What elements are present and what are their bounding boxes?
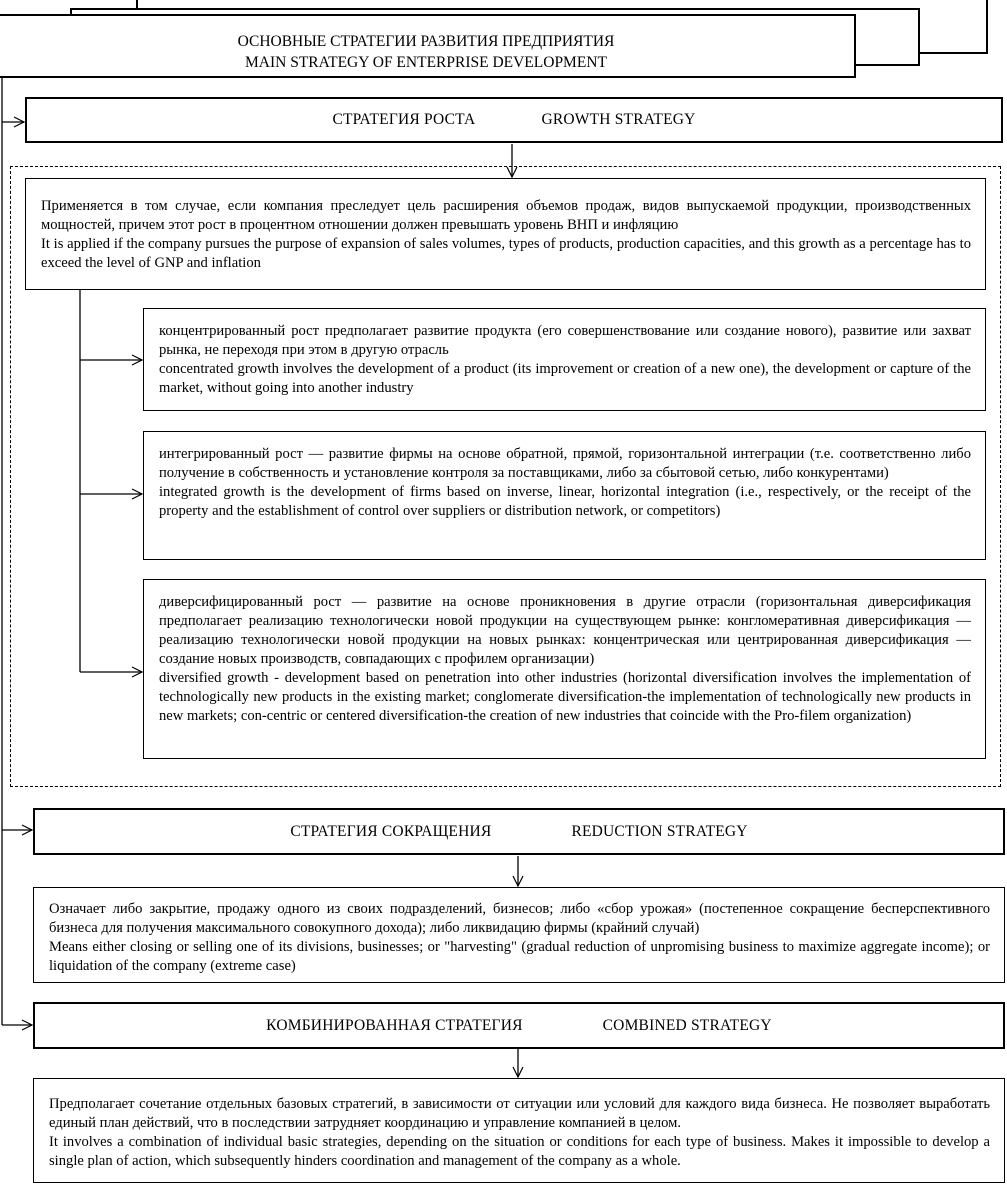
diversified-growth-en: diversified growth - development based on penetration into other industries (horizontal diversification involves the implementation of technologically new products in the existing market; conglomerate diversification-the implementation of technologically new products in new markets; con-centric or centered diversification-the creation of new industries that coincide with the Pro-filem organization) xyxy=(159,670,971,724)
diversified-growth-ru: диверсифицированный рост — развитие на основе проникновения в другие отрасли (горизонтальная диверсификация предполагает реализацию технологически новой продукции на существующем рынке: конгломеративная диверсификация — реализацию технологически новой продукции на новых рынках: концентрическая или центрированная диверсификация — создание новых производств, совпадающих с профилем организации) xyxy=(159,594,971,667)
combined-strategy-header xyxy=(33,1002,1005,1049)
combined-desc-en: It involves a combination of individual basic strategies, depending on the situation or conditions for each type of business. Makes it impossible to develop a single plan of action, which subsequently hinders coordination and management of the company as a whole. xyxy=(49,1134,990,1169)
combined-desc-ru: Предполагает сочетание отдельных базовых стратегий, в зависимости от ситуации или условий для каждого вида бизнеса. Не позволяет выработать единый план действий, что в последствии затрудняет координацию и управление компанией в целом. xyxy=(49,1096,990,1131)
integrated-growth-box xyxy=(143,431,986,560)
growth-desc-en: It is applied if the company pursues the purpose of expansion of sales volumes, types of products, production capacities, and this growth as a percentage has to exceed the level of GNP and inflation xyxy=(41,236,971,271)
diversified-growth-box xyxy=(143,579,986,759)
integrated-growth-ru: интегрированный рост — развитие фирмы на основе обратной, прямой, горизонтальной интеграции (т.е. соответственно либо получение в собственность и установление контроля за поставщиками, либо за сбытовой сетью, либо конкурентами) xyxy=(159,446,971,481)
combined-title-en: COMBINED STRATEGY xyxy=(602,1016,772,1034)
concentrated-growth-box xyxy=(143,308,986,411)
reduction-desc-en: Means either closing or selling one of its divisions, businesses; or "harvesting" (gradual reduction of unpromising business to maximize aggregate income); or liquidation of the company (extreme case) xyxy=(49,939,990,974)
growth-description-box xyxy=(25,178,986,290)
main-title-box xyxy=(0,14,856,78)
concentrated-growth-en: concentrated growth involves the development of a product (its improvement or creation of a new one), the development or capture of the market, without going into another industry xyxy=(159,361,971,396)
reduction-desc-ru: Означает либо закрытие, продажу одного из своих подразделений, бизнесов; либо «сбор урожая» (постепенное сокращение бесперспективного бизнеса для получения максимального совокупного дохода); либо ликвидацию фирмы (крайний случай) xyxy=(49,901,990,936)
reduction-title-ru: СТРАТЕГИЯ СОКРАЩЕНИЯ xyxy=(290,822,492,840)
growth-desc-ru: Применяется в том случае, если компания преследует цель расширения объемов продаж, видов выпускаемой продукции, производственных мощностей, причем этот рост в процентном отношении должен превышать уровень ВНП и инфляцию xyxy=(41,198,971,233)
growth-title-en: GROWTH STRATEGY xyxy=(541,111,696,128)
reduction-strategy-header xyxy=(33,808,1005,855)
growth-title-ru: СТРАТЕГИЯ РОСТА xyxy=(332,111,476,128)
main-title-en: MAIN STRATEGY OF ENTERPRISE DEVELOPMENT xyxy=(245,54,607,71)
growth-strategy-header xyxy=(25,97,1003,143)
concentrated-growth-ru: концентрированный рост предполагает развитие продукта (его совершенствование или создание нового), развитие или захват рынка, не переходя при этом в другую отрасль xyxy=(159,323,971,358)
integrated-growth-en: integrated growth is the development of firms based on inverse, linear, horizontal integration (i.e., respectively, or the receipt of the property and the establishment of control over suppliers or distribution network, or competitors) xyxy=(159,484,971,519)
reduction-title-en: REDUCTION STRATEGY xyxy=(571,822,748,840)
combined-title-ru: КОМБИНИРОВАННАЯ СТРАТЕГИЯ xyxy=(266,1016,523,1034)
combined-description-box xyxy=(33,1078,1005,1183)
reduction-description-box xyxy=(33,887,1005,983)
main-title-ru: ОСНОВНЫЕ СТРАТЕГИИ РАЗВИТИЯ ПРЕДПРИЯТИЯ xyxy=(237,33,615,50)
